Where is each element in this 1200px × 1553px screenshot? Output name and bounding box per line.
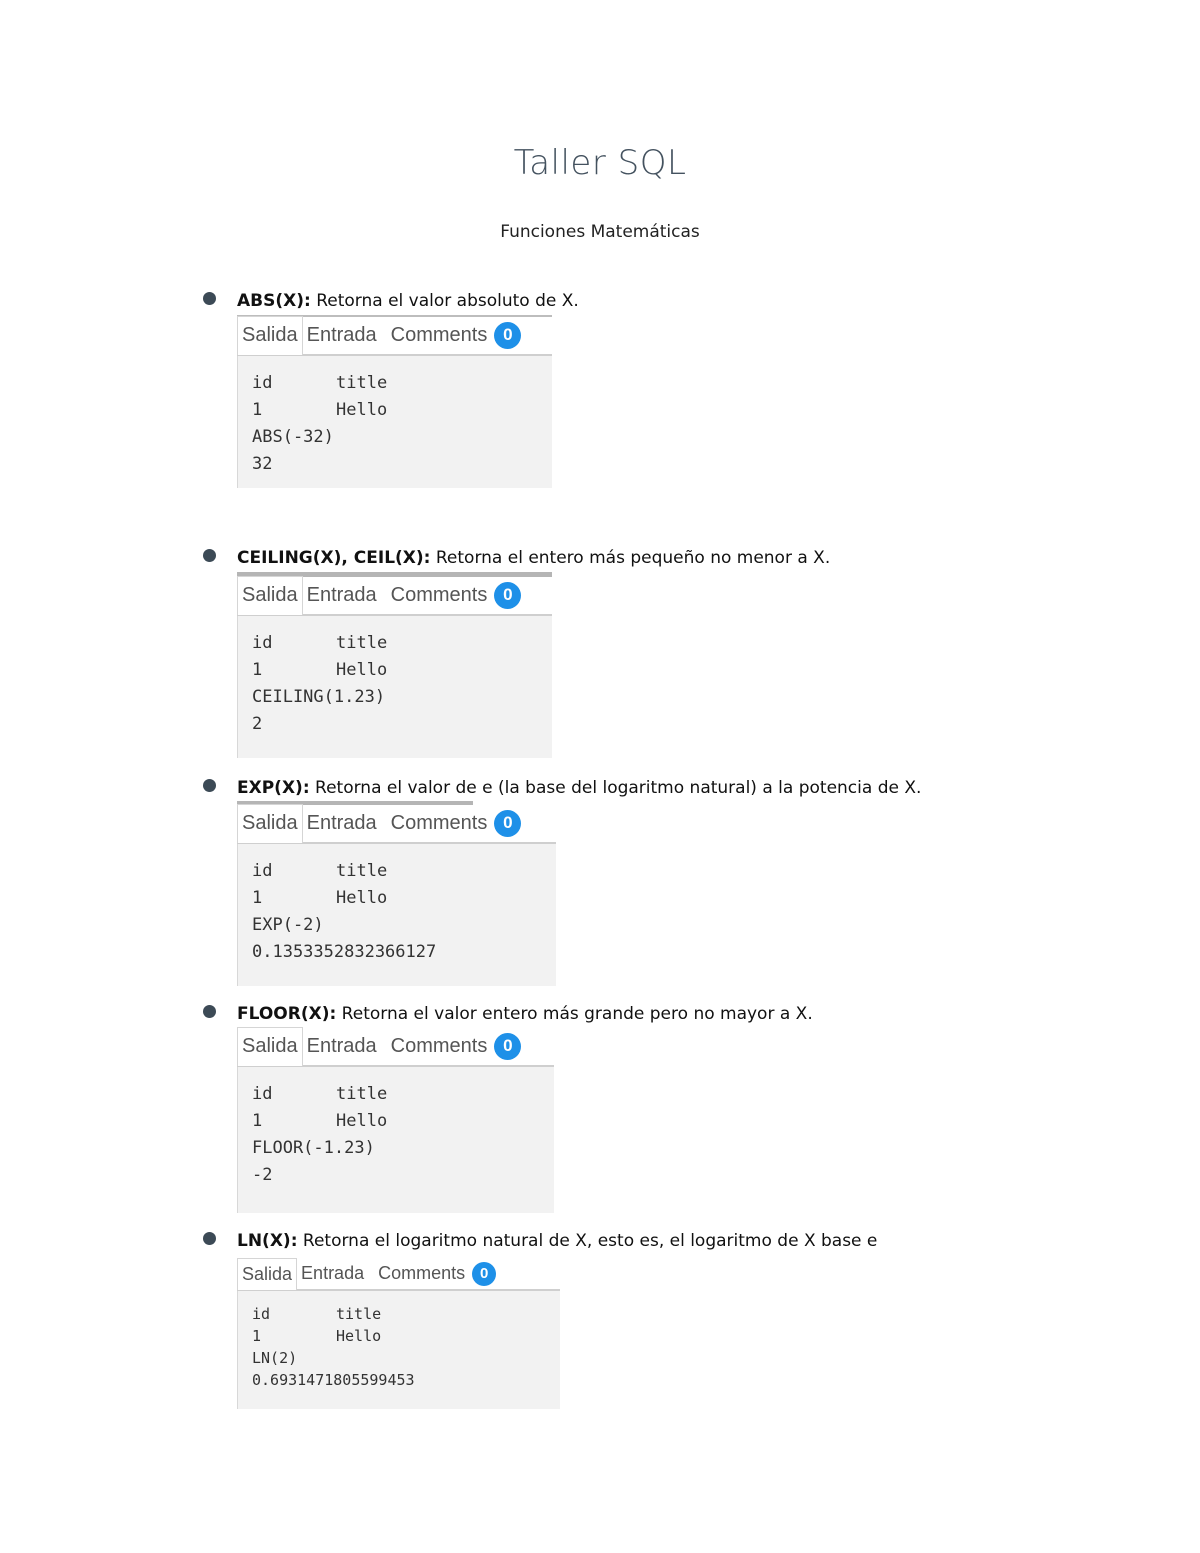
result-data-row — [252, 1108, 540, 1135]
query-result: -2 — [252, 1165, 273, 1185]
tab-entrada[interactable]: Entrada — [306, 811, 377, 834]
function-description-floor — [237, 1004, 813, 1024]
tab-entrada[interactable]: Entrada — [306, 1034, 377, 1057]
comments-label: Comments — [390, 583, 488, 606]
result-panel — [237, 616, 552, 758]
comments-label: Comments — [378, 1263, 466, 1283]
result-data-row — [252, 1325, 546, 1347]
result-header-row — [252, 630, 538, 657]
function-name: FLOOR(X): — [237, 1004, 337, 1024]
result-tabs — [237, 1258, 560, 1291]
bullet-icon — [203, 1232, 216, 1245]
query-result: 32 — [252, 454, 273, 474]
function-name: EXP(X): — [237, 778, 310, 798]
document-subtitle: Funciones Matemáticas — [500, 222, 700, 242]
function-text: Retorna el valor entero más grande pero no mayor a X. — [336, 1004, 813, 1024]
cell-id: 1 — [252, 888, 263, 908]
output-widget-exp — [237, 804, 556, 986]
result-panel — [237, 1067, 554, 1213]
query-expression: CEILING(1.23) — [252, 687, 386, 707]
result-panel — [237, 1291, 560, 1409]
comments-count-badge: 0 — [494, 1033, 521, 1060]
output-widget-ceiling — [237, 576, 552, 758]
cell-title: Hello — [336, 660, 388, 680]
function-description-abs — [237, 291, 579, 311]
tab-comments[interactable] — [387, 576, 526, 614]
result-panel — [237, 356, 552, 488]
bullet-icon — [203, 779, 216, 792]
tab-comments[interactable] — [374, 1258, 500, 1289]
function-name: LN(X): — [237, 1231, 298, 1251]
comments-count-badge: 0 — [494, 582, 521, 609]
result-tabs — [237, 576, 552, 616]
cell-id: 1 — [252, 400, 263, 420]
function-name: ABS(X): — [237, 291, 311, 311]
column-title-header: title — [336, 1084, 388, 1104]
result-tabs — [237, 316, 552, 356]
result-header-row — [252, 858, 542, 885]
column-title-header: title — [336, 633, 388, 653]
query-expression: FLOOR(-1.23) — [252, 1138, 375, 1158]
query-expression: LN(2) — [252, 1349, 298, 1367]
tab-salida[interactable]: Salida — [237, 1258, 297, 1290]
function-name: CEILING(X), CEIL(X): — [237, 548, 431, 568]
cell-title: Hello — [336, 1327, 382, 1345]
result-data-row — [252, 657, 538, 684]
function-description-exp — [237, 778, 921, 798]
cell-title: Hello — [336, 400, 388, 420]
column-id-header: id — [252, 861, 273, 881]
cell-id: 1 — [252, 1111, 263, 1131]
cell-title: Hello — [336, 888, 388, 908]
column-id-header: id — [252, 633, 273, 653]
result-header-row — [252, 370, 538, 397]
tab-salida[interactable]: Salida — [237, 316, 303, 355]
query-result: 0.6931471805599453 — [252, 1371, 415, 1389]
column-id-header: id — [252, 1305, 271, 1323]
output-widget-floor — [237, 1027, 554, 1213]
result-data-row — [252, 397, 538, 424]
tab-comments[interactable] — [387, 316, 526, 354]
column-title-header: title — [336, 373, 388, 393]
output-widget-abs — [237, 316, 552, 488]
function-description-ceiling — [237, 548, 830, 568]
result-tabs — [237, 1027, 554, 1067]
tab-entrada[interactable]: Entrada — [306, 583, 377, 606]
function-text: Retorna el logaritmo natural de X, esto es, el logaritmo de X base e — [297, 1231, 878, 1251]
bullet-icon — [203, 549, 216, 562]
result-data-row — [252, 885, 542, 912]
column-id-header: id — [252, 373, 273, 393]
query-expression: ABS(-32) — [252, 427, 334, 447]
comments-label: Comments — [390, 323, 488, 346]
tab-entrada[interactable]: Entrada — [306, 323, 377, 346]
comments-label: Comments — [390, 1034, 488, 1057]
output-widget-ln — [237, 1258, 560, 1409]
query-expression: EXP(-2) — [252, 915, 324, 935]
tab-comments[interactable] — [387, 1027, 526, 1065]
query-result: 2 — [252, 714, 263, 734]
bullet-icon — [203, 1005, 216, 1018]
result-header-row — [252, 1303, 546, 1325]
comments-label: Comments — [390, 811, 488, 834]
query-result: 0.1353352832366127 — [252, 942, 437, 962]
tab-salida[interactable]: Salida — [237, 576, 303, 615]
tab-salida[interactable]: Salida — [237, 1027, 303, 1066]
result-tabs — [237, 804, 556, 844]
cell-id: 1 — [252, 1327, 262, 1345]
result-header-row — [252, 1081, 540, 1108]
column-title-header: title — [336, 861, 388, 881]
tab-comments[interactable] — [387, 804, 526, 842]
comments-count-badge: 0 — [472, 1262, 496, 1286]
comments-count-badge: 0 — [494, 322, 521, 349]
cell-title: Hello — [336, 1111, 388, 1131]
tab-entrada[interactable]: Entrada — [301, 1263, 365, 1283]
cell-id: 1 — [252, 660, 263, 680]
column-id-header: id — [252, 1084, 273, 1104]
comments-count-badge: 0 — [494, 810, 521, 837]
column-title-header: title — [336, 1305, 382, 1323]
result-panel — [237, 844, 556, 986]
function-text: Retorna el valor de e (la base del logaritmo natural) a la potencia de X. — [309, 778, 922, 798]
tab-salida[interactable]: Salida — [237, 804, 303, 843]
function-description-ln — [237, 1231, 877, 1251]
function-text: Retorna el valor absoluto de X. — [310, 291, 579, 311]
bullet-icon — [203, 292, 216, 305]
function-text: Retorna el entero más pequeño no menor a X. — [430, 548, 831, 568]
document-title: Taller SQL — [513, 143, 687, 183]
